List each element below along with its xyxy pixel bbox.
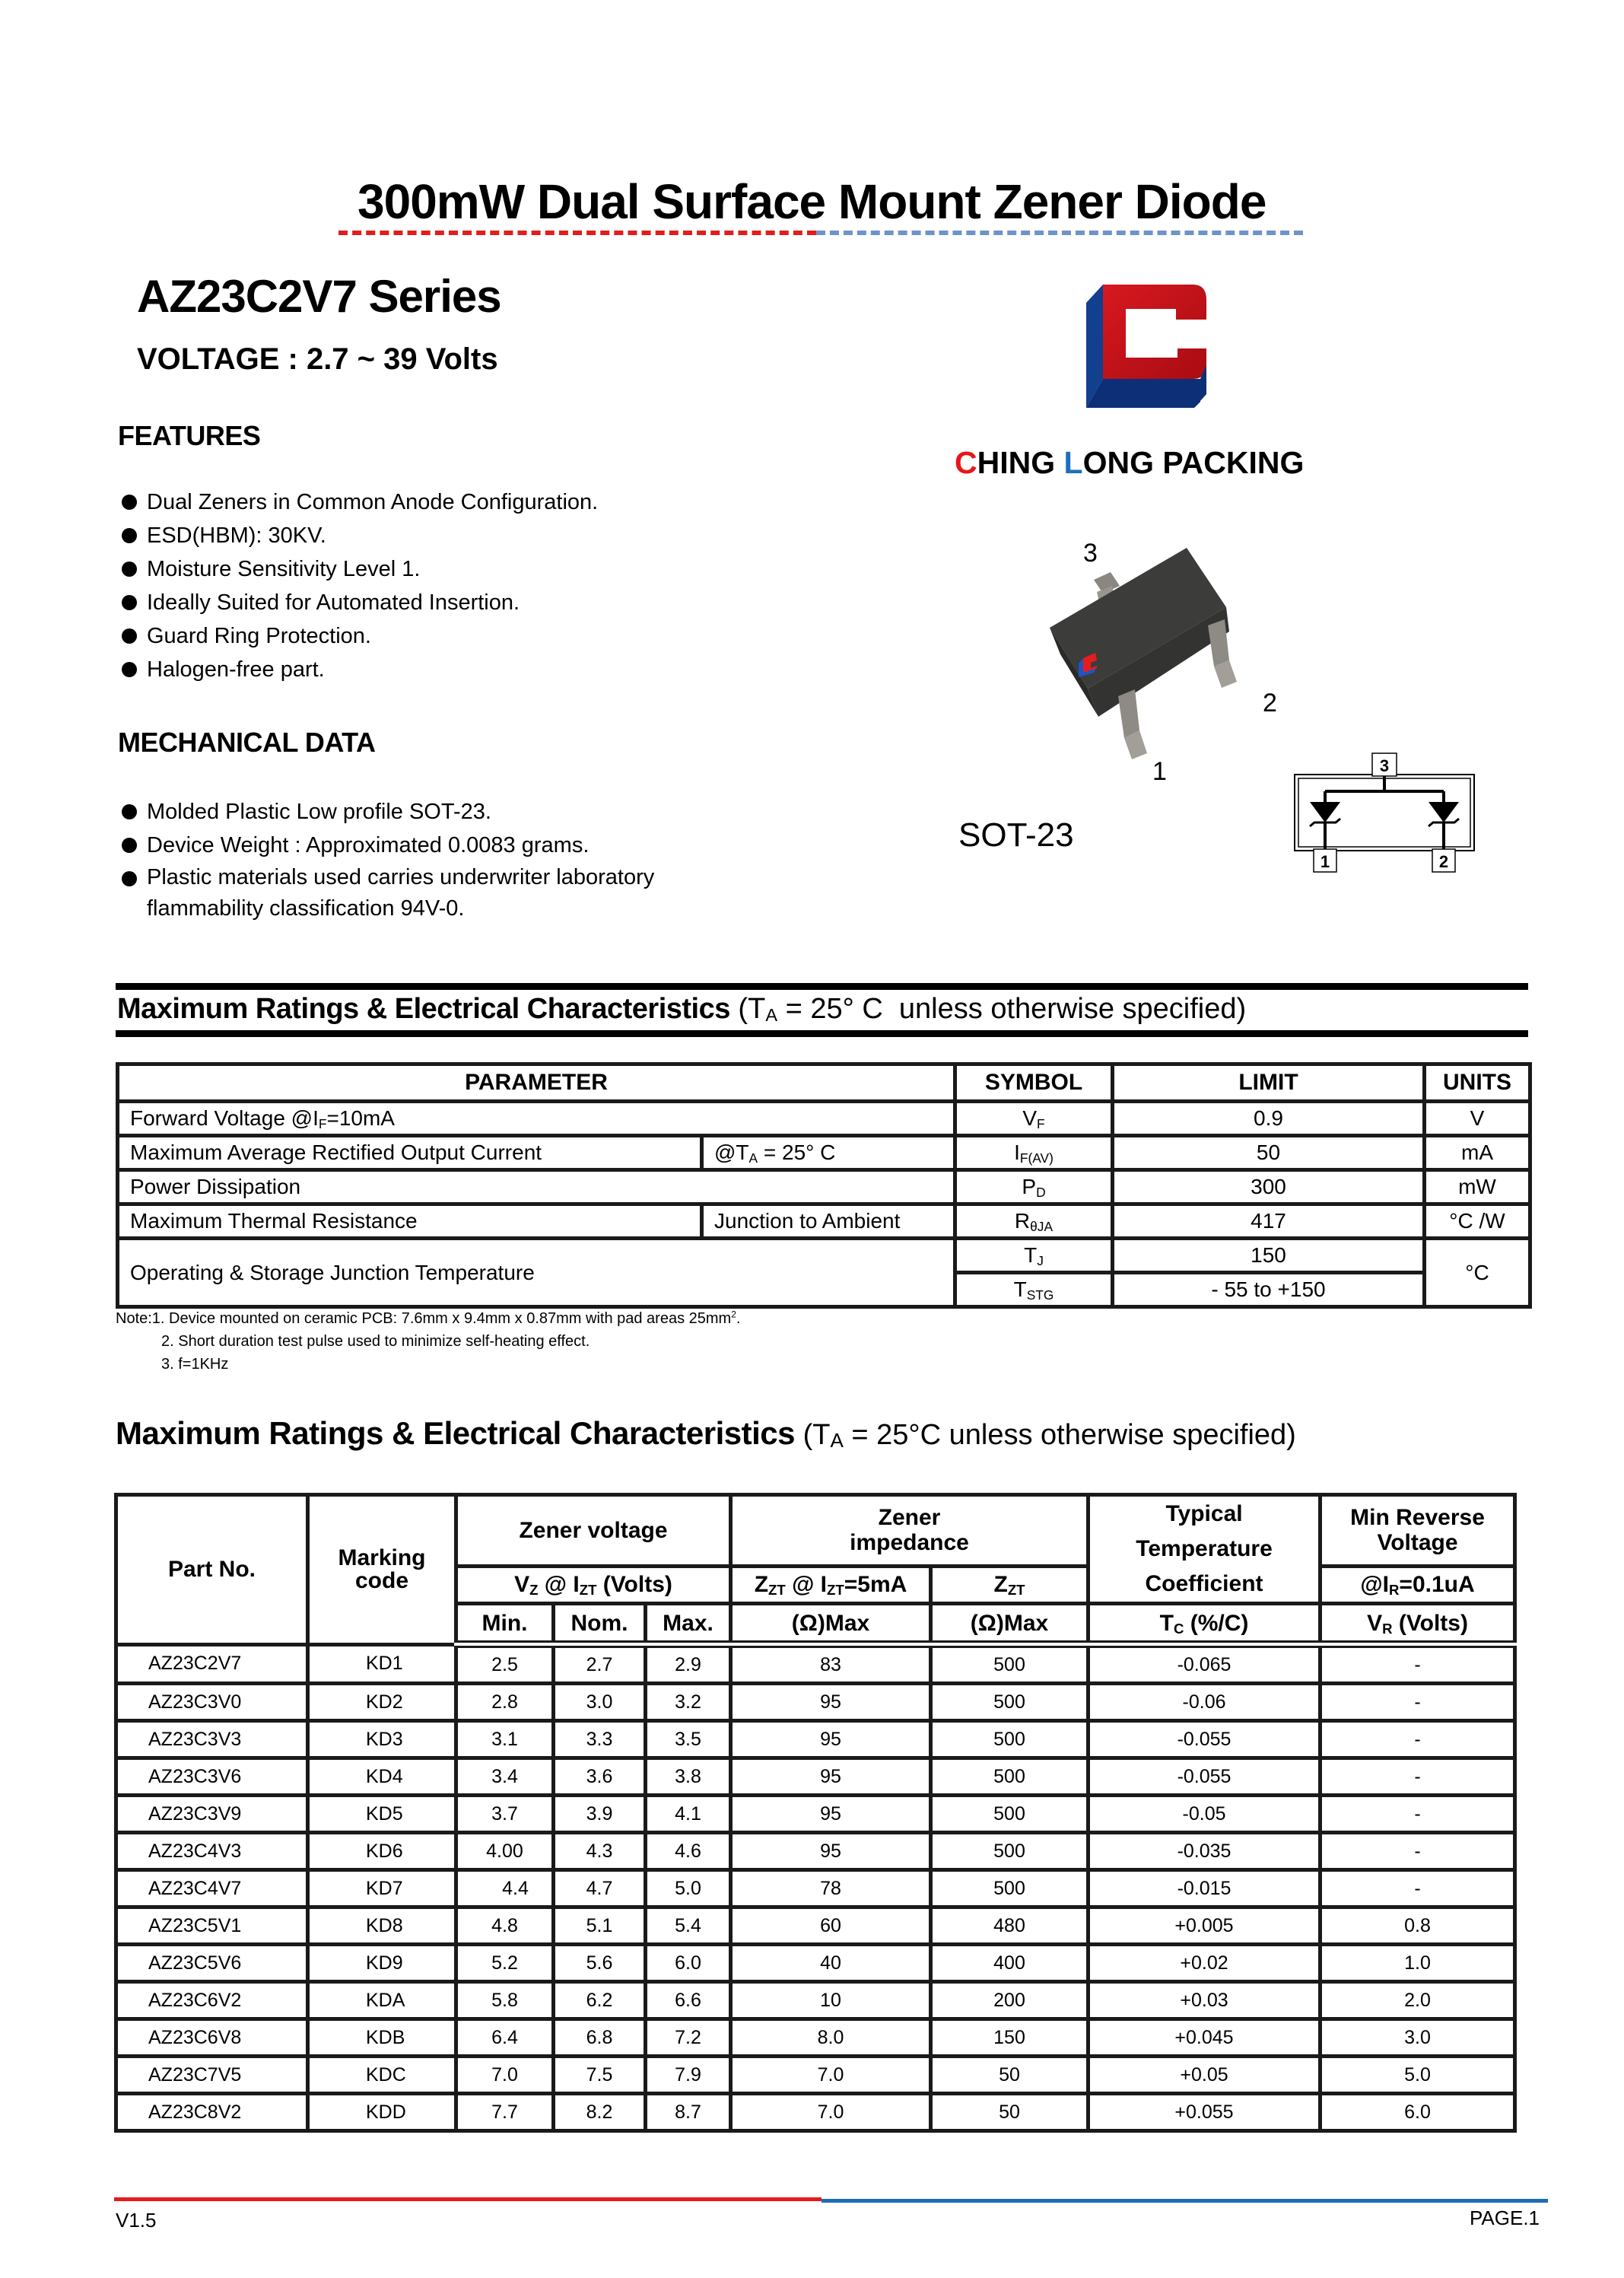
reverse-voltage-cell: 3.0 — [1320, 2019, 1515, 2057]
features-list — [120, 485, 598, 686]
table-row — [116, 2019, 1515, 2057]
limit-cell: 150 — [1113, 1239, 1425, 1273]
feature-item: ESD(HBM): 30KV. — [120, 519, 598, 552]
table-row — [116, 1982, 1515, 2019]
part-no-cell: AZ23C5V1 — [116, 1907, 308, 1945]
marking-code-cell: KDC — [308, 2057, 456, 2094]
column-header-min-reverse-voltage: Min Reverse Voltage — [1320, 1495, 1515, 1567]
vz-max-cell: 4.6 — [646, 1833, 731, 1870]
mechanical-item: Molded Plastic Low profile SOT-23. — [120, 795, 771, 829]
zzt-cell: 95 — [731, 1758, 931, 1796]
table-row — [116, 1833, 1515, 1870]
reverse-voltage-cell: - — [1320, 1684, 1515, 1721]
column-header-vz-condition: $V_Z$ @ $I_{ZT}$ (Volts) — [456, 1566, 731, 1603]
column-header-part-no: Part No. — [116, 1495, 308, 1645]
vz-max-cell: 7.2 — [646, 2019, 731, 2057]
notes — [116, 1307, 740, 1376]
brand-text-2: ONG PACKING — [1082, 445, 1305, 480]
mechanical-data-list — [120, 795, 771, 924]
bullet-icon — [122, 871, 137, 886]
marking-code-cell: KD6 — [308, 1833, 456, 1870]
marking-code-cell: KD1 — [308, 1644, 456, 1684]
part-no-cell: AZ23C3V9 — [116, 1796, 308, 1833]
vz-max-cell: 3.8 — [646, 1758, 731, 1796]
feature-item: Moisture Sensitivity Level 1. — [120, 552, 598, 586]
vz-min-cell: 4.8 — [456, 1907, 554, 1945]
characteristics-table-body — [116, 1644, 1515, 2131]
vz-max-cell: 3.5 — [646, 1721, 731, 1758]
symbol-cell: $V_F$ — [955, 1102, 1113, 1136]
vz-nom-cell: 3.0 — [554, 1684, 646, 1721]
vz-min-cell: 3.4 — [456, 1758, 554, 1796]
limit-cell: 300 — [1113, 1170, 1425, 1204]
common-anode-schematic-icon — [1293, 746, 1476, 875]
ching-long-logo-icon — [1086, 280, 1212, 408]
vz-nom-cell: 3.6 — [554, 1758, 646, 1796]
version-label: V1.5 — [116, 2209, 157, 2232]
reverse-voltage-cell: 5.0 — [1320, 2057, 1515, 2094]
vz-min-cell: 5.8 — [456, 1982, 554, 2019]
vz-nom-cell: 4.3 — [554, 1833, 646, 1870]
column-header-min: Min. — [456, 1604, 554, 1645]
vz-nom-cell: 2.7 — [554, 1644, 646, 1684]
reverse-voltage-cell: 6.0 — [1320, 2094, 1515, 2131]
zzt-cell: 60 — [731, 1907, 931, 1945]
document-title: 300mW Dual Surface Mount Zener Diode — [358, 174, 1266, 229]
temperature-coefficient-cell: -0.055 — [1088, 1721, 1320, 1758]
vz-nom-cell: 6.2 — [554, 1982, 646, 2019]
reverse-voltage-cell: 1.0 — [1320, 1945, 1515, 1982]
vz-min-cell: 3.7 — [456, 1796, 554, 1833]
table-row — [118, 1239, 1530, 1273]
vz-nom-cell: 8.2 — [554, 2094, 646, 2131]
bullet-icon — [122, 662, 137, 677]
units-cell: V — [1425, 1102, 1530, 1136]
reverse-voltage-cell: - — [1320, 1758, 1515, 1796]
symbol-cell: $I_{F(AV)}$ — [955, 1136, 1113, 1170]
column-header-symbol: SYMBOL — [955, 1064, 1113, 1102]
zzk-cell: 500 — [931, 1796, 1088, 1833]
column-header-zener-impedance: Zener impedance — [731, 1495, 1088, 1567]
temperature-coefficient-cell: -0.06 — [1088, 1684, 1320, 1721]
brand-name — [955, 445, 1304, 481]
bullet-icon — [122, 528, 137, 543]
table-row — [116, 1758, 1515, 1796]
note-2: 2. Short duration test pulse used to minimize self-heating effect. — [161, 1333, 590, 1350]
marking-code-cell: KD4 — [308, 1758, 456, 1796]
temperature-coefficient-cell: -0.05 — [1088, 1796, 1320, 1833]
temperature-coefficient-cell: -0.065 — [1088, 1644, 1320, 1684]
vz-max-cell: 6.0 — [646, 1945, 731, 1982]
part-no-cell: AZ23C8V2 — [116, 2094, 308, 2131]
column-header-nom: Nom. — [554, 1604, 646, 1645]
part-no-cell: AZ23C3V3 — [116, 1721, 308, 1758]
column-header-parameter: PARAMETER — [118, 1064, 955, 1102]
bullet-icon — [122, 562, 137, 577]
vz-nom-cell: 6.8 — [554, 2019, 646, 2057]
feature-item: Dual Zeners in Common Anode Configuration. — [120, 485, 598, 519]
vz-min-cell: 4.4 — [456, 1870, 554, 1907]
bullet-icon — [122, 595, 137, 610]
vz-nom-cell: 4.7 — [554, 1870, 646, 1907]
zzk-cell: 480 — [931, 1907, 1088, 1945]
column-header-zzt: $Z_{ZT}$ — [931, 1566, 1088, 1603]
zzk-cell: 500 — [931, 1644, 1088, 1684]
vz-min-cell: 7.0 — [456, 2057, 554, 2094]
part-no-cell: AZ23C2V7 — [116, 1644, 308, 1684]
table-row — [116, 2057, 1515, 2094]
mechanical-item: Device Weight : Approximated 0.0083 grams. — [120, 829, 771, 862]
temperature-coefficient-cell: -0.035 — [1088, 1833, 1320, 1870]
vz-min-cell: 3.1 — [456, 1721, 554, 1758]
vz-max-cell: 7.9 — [646, 2057, 731, 2094]
column-header-temperature-coefficient: Typical Temperature Coefficient — [1088, 1495, 1320, 1604]
feature-item: Ideally Suited for Automated Insertion. — [120, 586, 598, 619]
vz-max-cell: 2.9 — [646, 1644, 731, 1684]
table-header-row — [116, 1495, 1515, 1567]
zzk-cell: 50 — [931, 2094, 1088, 2131]
condition-cell: Junction to Ambient — [702, 1204, 955, 1239]
vz-max-cell: 5.4 — [646, 1907, 731, 1945]
pin-2-label: 2 — [1263, 689, 1277, 717]
limit-cell: 50 — [1113, 1136, 1425, 1170]
temperature-coefficient-cell: -0.015 — [1088, 1870, 1320, 1907]
parameter-cell: Forward Voltage $@I_F=10mA$ — [118, 1102, 955, 1136]
zzk-cell: 50 — [931, 2057, 1088, 2094]
vz-max-cell: 3.2 — [646, 1684, 731, 1721]
brand-initial-c: C — [955, 445, 977, 480]
column-header-zzk-unit: (Ω)Max — [931, 1604, 1088, 1645]
parameter-cell: Operating & Storage Junction Temperature — [118, 1239, 955, 1307]
bullet-icon — [122, 628, 137, 644]
temperature-coefficient-cell: -0.055 — [1088, 1758, 1320, 1796]
vz-min-cell: 6.4 — [456, 2019, 554, 2057]
features-heading: FEATURES — [118, 420, 261, 451]
vz-max-cell: 8.7 — [646, 2094, 731, 2131]
zzt-cell: 40 — [731, 1945, 931, 1982]
title-underline-blue — [816, 231, 1303, 235]
marking-code-cell: KD9 — [308, 1945, 456, 1982]
vz-min-cell: 2.5 — [456, 1644, 554, 1684]
table-row — [116, 1644, 1515, 1684]
zzt-cell: 95 — [731, 1684, 931, 1721]
parameter-cell: Power Dissipation — [118, 1170, 955, 1204]
table-row — [116, 2094, 1515, 2131]
part-no-cell: AZ23C7V5 — [116, 2057, 308, 2094]
marking-code-cell: KD3 — [308, 1721, 456, 1758]
vz-nom-cell: 5.1 — [554, 1907, 646, 1945]
zzk-cell: 200 — [931, 1982, 1088, 2019]
table-row — [118, 1102, 1530, 1136]
zzt-cell: 95 — [731, 1796, 931, 1833]
marking-code-cell: KDA — [308, 1982, 456, 2019]
title-underline-red — [338, 231, 816, 235]
table-row — [118, 1136, 1530, 1170]
zzt-cell: 83 — [731, 1644, 931, 1684]
symbol-cell: $R_{\theta JA}$ — [955, 1204, 1113, 1239]
column-header-vr-unit: $V_R$ (Volts) — [1320, 1604, 1515, 1645]
zzt-cell: 7.0 — [731, 2057, 931, 2094]
marking-code-cell: KD5 — [308, 1796, 456, 1833]
temperature-coefficient-cell: +0.055 — [1088, 2094, 1320, 2131]
vz-nom-cell: 3.3 — [554, 1721, 646, 1758]
table-header-row — [118, 1064, 1530, 1102]
zzk-cell: 500 — [931, 1870, 1088, 1907]
note-1: Note:1. Device mounted on ceramic PCB: 7.6mm x 9.4mm x 0.87mm with pad areas $25mm^2$. — [116, 1309, 741, 1327]
units-cell: °C — [1425, 1239, 1530, 1307]
column-header-zzt-unit: (Ω)Max — [731, 1604, 931, 1645]
footer-rule-blue — [822, 2199, 1548, 2203]
table-row — [118, 1170, 1530, 1204]
footer-rule-red — [114, 2197, 822, 2201]
vz-nom-cell: 7.5 — [554, 2057, 646, 2094]
limit-cell: 0.9 — [1113, 1102, 1425, 1136]
vz-min-cell: 2.8 — [456, 1684, 554, 1721]
marking-code-cell: KDB — [308, 2019, 456, 2057]
table-row — [116, 1945, 1515, 1982]
vz-max-cell: 4.1 — [646, 1796, 731, 1833]
mechanical-item: Plastic materials used carries underwriter laboratory flammability classification 94V-0. — [120, 862, 771, 924]
zzt-cell: 78 — [731, 1870, 931, 1907]
marking-code-cell: KD8 — [308, 1907, 456, 1945]
zzt-cell: 95 — [731, 1721, 931, 1758]
temperature-coefficient-cell: +0.02 — [1088, 1945, 1320, 1982]
temperature-coefficient-cell: +0.045 — [1088, 2019, 1320, 2057]
characteristics-heading: Maximum Ratings & Electrical Characteristics ($T_A = 25^\circ C$ unless otherwise specified) — [116, 1415, 1296, 1452]
bullet-icon — [122, 804, 137, 819]
zzt-cell: 8.0 — [731, 2019, 931, 2057]
table-row — [116, 1684, 1515, 1721]
vz-nom-cell: 3.9 — [554, 1796, 646, 1833]
units-cell: mW — [1425, 1170, 1530, 1204]
reverse-voltage-cell: - — [1320, 1870, 1515, 1907]
zzt-cell: 10 — [731, 1982, 931, 2019]
part-no-cell: AZ23C3V0 — [116, 1684, 308, 1721]
bullet-icon — [122, 495, 137, 510]
page-number: PAGE.1 — [1470, 2206, 1540, 2229]
part-no-cell: AZ23C3V6 — [116, 1758, 308, 1796]
feature-item: Halogen-free part. — [120, 653, 598, 686]
temperature-coefficient-cell: +0.005 — [1088, 1907, 1320, 1945]
schematic-pin-3: 3 — [1379, 756, 1390, 775]
reverse-voltage-cell: 0.8 — [1320, 1907, 1515, 1945]
marking-code-cell: KD2 — [308, 1684, 456, 1721]
part-no-cell: AZ23C6V2 — [116, 1982, 308, 2019]
temperature-coefficient-cell: +0.05 — [1088, 2057, 1320, 2094]
zzt-cell: 7.0 — [731, 2094, 931, 2131]
column-header-tc-unit: $T_C$ (%/C) — [1088, 1604, 1320, 1645]
limit-cell: - 55 to +150 — [1113, 1273, 1425, 1307]
table-row — [116, 1721, 1515, 1758]
ratings-heading: Maximum Ratings & Electrical Characteristics ($T_A = 25^\circ$ C unless otherwise specified) — [117, 993, 1247, 1025]
vz-max-cell: 6.6 — [646, 1982, 731, 2019]
bullet-icon — [122, 838, 137, 853]
brand-initial-l: L — [1063, 445, 1083, 480]
part-no-cell: AZ23C5V6 — [116, 1945, 308, 1982]
symbol-cell: $P_D$ — [955, 1170, 1113, 1204]
limit-cell: 417 — [1113, 1204, 1425, 1239]
zzk-cell: 500 — [931, 1758, 1088, 1796]
marking-code-cell: KDD — [308, 2094, 456, 2131]
part-no-cell: AZ23C4V7 — [116, 1870, 308, 1907]
vz-nom-cell: 5.6 — [554, 1945, 646, 1982]
vz-min-cell: 4.00 — [456, 1833, 554, 1870]
table-row — [116, 1796, 1515, 1833]
marking-code-cell: KD7 — [308, 1870, 456, 1907]
zzk-cell: 500 — [931, 1684, 1088, 1721]
package-name: SOT-23 — [958, 816, 1074, 854]
reverse-voltage-cell: - — [1320, 1721, 1515, 1758]
sot23-package-image — [1004, 533, 1324, 791]
part-no-cell: AZ23C4V3 — [116, 1833, 308, 1870]
schematic-pin-2: 2 — [1438, 852, 1449, 871]
zzk-cell: 150 — [931, 2019, 1088, 2057]
section-divider-bottom — [116, 1030, 1528, 1037]
units-cell: mA — [1425, 1136, 1530, 1170]
column-header-limit: LIMIT — [1113, 1064, 1425, 1102]
column-header-zener-voltage: Zener voltage — [456, 1495, 731, 1567]
parameter-cell: Maximum Average Rectified Output Current — [118, 1136, 702, 1170]
reverse-voltage-cell: 2.0 — [1320, 1982, 1515, 2019]
symbol-cell: $T_J$ — [955, 1239, 1113, 1273]
column-header-vr-condition: $@I_R=0.1uA$ — [1320, 1566, 1515, 1603]
zzk-cell: 500 — [931, 1833, 1088, 1870]
zzk-cell: 400 — [931, 1945, 1088, 1982]
condition-cell: $@T_A = 25^\circ$ C — [702, 1136, 955, 1170]
vz-max-cell: 5.0 — [646, 1870, 731, 1907]
pin-1-label: 1 — [1152, 757, 1167, 786]
table-row — [116, 1907, 1515, 1945]
vz-min-cell: 7.7 — [456, 2094, 554, 2131]
section-divider-top — [116, 983, 1528, 990]
parameter-cell: Maximum Thermal Resistance — [118, 1204, 702, 1239]
brand-text-1: HING — [977, 445, 1064, 480]
maximum-ratings-table — [116, 1062, 1532, 1309]
electrical-characteristics-table — [114, 1493, 1517, 2133]
reverse-voltage-cell: - — [1320, 1796, 1515, 1833]
pin-3-label: 3 — [1083, 539, 1098, 568]
reverse-voltage-cell: - — [1320, 1833, 1515, 1870]
reverse-voltage-cell: - — [1320, 1644, 1515, 1684]
feature-item: Guard Ring Protection. — [120, 619, 598, 653]
temperature-coefficient-cell: +0.03 — [1088, 1982, 1320, 2019]
part-no-cell: AZ23C6V8 — [116, 2019, 308, 2057]
mechanical-data-heading: MECHANICAL DATA — [118, 727, 376, 758]
zzt-cell: 95 — [731, 1833, 931, 1870]
voltage-range: VOLTAGE : 2.7 ~ 39 Volts — [137, 342, 498, 376]
symbol-cell: $T_{STG}$ — [955, 1273, 1113, 1307]
column-header-zzt-condition: $Z_{ZT}$ @ $I_{ZT}=5mA$ — [731, 1566, 931, 1603]
vz-min-cell: 5.2 — [456, 1945, 554, 1982]
schematic-pin-1: 1 — [1320, 852, 1330, 871]
note-3: 3. f=1KHz — [161, 1356, 229, 1373]
units-cell: °C /W — [1425, 1204, 1530, 1239]
zzk-cell: 500 — [931, 1721, 1088, 1758]
column-header-max: Max. — [646, 1604, 731, 1645]
series-name: AZ23C2V7 Series — [137, 271, 501, 322]
table-row — [116, 1870, 1515, 1907]
table-row — [118, 1204, 1530, 1239]
column-header-units: UNITS — [1425, 1064, 1530, 1102]
column-header-marking-code: Marking code — [308, 1495, 456, 1645]
